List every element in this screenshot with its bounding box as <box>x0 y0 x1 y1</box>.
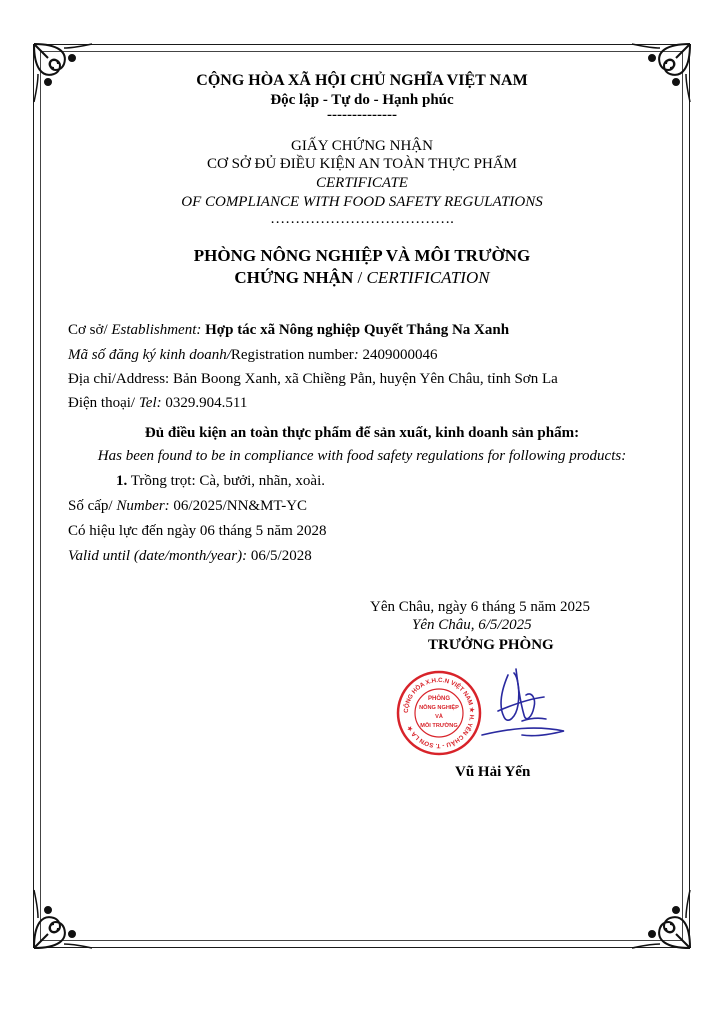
header-separator: -------------- <box>327 107 397 123</box>
registration-label-en: Registration number <box>230 347 354 363</box>
certificate-title-en-2: OF COMPLIANCE WITH FOOD SAFETY REGULATIONS <box>181 194 543 210</box>
stamp-line-1: PHÒNG <box>427 696 451 702</box>
stamp-line-3: VÀ <box>435 714 443 720</box>
phone-line <box>68 394 247 412</box>
registration-colon: : <box>353 347 359 363</box>
number-label-vn: Số cấp/ <box>68 498 113 514</box>
stamp-line-4: MÔI TRƯỜNG <box>420 723 458 729</box>
address-line <box>68 370 558 388</box>
validity-en-line <box>68 547 312 565</box>
corner-ornament-bottom-right <box>624 882 696 954</box>
product-number: 1. <box>116 473 128 489</box>
product-text: Trồng trọt: Cà, bưởi, nhãn, xoài. <box>127 473 325 489</box>
certificate-number-line <box>68 497 307 515</box>
qualified-statement-vn: Đủ điều kiện an toàn thực phẩm để sản xuất, kinh doanh sản phẩm: <box>144 425 580 441</box>
official-stamp <box>396 670 482 756</box>
phone-value: 0329.904.511 <box>161 395 248 411</box>
address-label: Địa chỉ/Address: <box>68 371 170 387</box>
establishment-line <box>68 321 509 339</box>
qualified-statement-en: Has been found to be in compliance with food safety regulations for following products: <box>97 448 627 464</box>
place-date-en: Yên Châu, 6/5/2025 <box>412 617 532 633</box>
establishment-label-en: Establishment: <box>107 322 202 338</box>
certify-vn: CHỨNG NHẬN <box>234 268 354 287</box>
address-value: Bản Boong Xanh, xã Chiềng Pằn, huyện Yên Châu, tỉnh Sơn La <box>169 371 558 387</box>
certificate-title-vn-2: CƠ SỞ ĐỦ ĐIỀU KIỆN AN TOÀN THỰC PHẨM <box>207 156 517 172</box>
establishment-value: Hợp tác xã Nông nghiệp Quyết Thắng Na Xanh <box>201 322 510 338</box>
number-value: 06/2025/NN&MT-YC <box>169 498 308 514</box>
certification-heading <box>0 268 724 288</box>
registration-value: 2409000046 <box>358 347 438 363</box>
valid-label-en: Valid until (date/month/year): <box>68 548 248 564</box>
certificate-title-en-1: CERTIFICATE <box>316 175 408 191</box>
registration-line <box>68 346 438 364</box>
certify-en: CERTIFICATION <box>366 268 490 287</box>
stamp-line-2: NÔNG NGHIỆP <box>419 705 459 711</box>
number-label-en: Number: <box>112 498 170 514</box>
place-date-vn: Yên Châu, ngày 6 tháng 5 năm 2025 <box>370 599 590 615</box>
signer-position: TRƯỞNG PHÒNG <box>428 637 554 653</box>
valid-value: 06/5/2028 <box>247 548 312 564</box>
phone-label-vn: Điện thoại/ <box>68 395 136 411</box>
issuer-name: PHÒNG NÔNG NGHIỆP VÀ MÔI TRƯỜNG <box>193 246 531 265</box>
national-motto: Độc lập - Tự do - Hạnh phúc <box>270 92 454 108</box>
stamp-ring-text: CỘNG HÒA X.H.C.N VIỆT NAM ★ H. YÊN CHÂU - T. SƠN LA ★ <box>402 676 476 750</box>
phone-label-en: Tel: <box>135 395 162 411</box>
corner-ornament-bottom-left <box>28 882 100 954</box>
establishment-label-vn: Cơ sở/ <box>68 322 108 338</box>
handwritten-signature <box>478 655 570 755</box>
certificate-title-vn-1: GIẤY CHỨNG NHẬN <box>291 138 433 154</box>
product-item <box>116 472 325 490</box>
validity-vn: Có hiệu lực đến ngày 06 tháng 5 năm 2028 <box>68 523 327 539</box>
title-dots: ………………………………. <box>270 211 454 227</box>
svg-text:CỘNG HÒA X.H.C.N VIỆT NAM ★ H. <box>402 677 475 749</box>
country-name: CỘNG HÒA XÃ HỘI CHỦ NGHĨA VIỆT NAM <box>196 72 528 89</box>
signer-name: Vũ Hải Yến <box>455 764 531 780</box>
certify-sep: / <box>353 268 367 287</box>
registration-label-vn: Mã số đăng ký kinh doanh/ <box>68 347 231 363</box>
